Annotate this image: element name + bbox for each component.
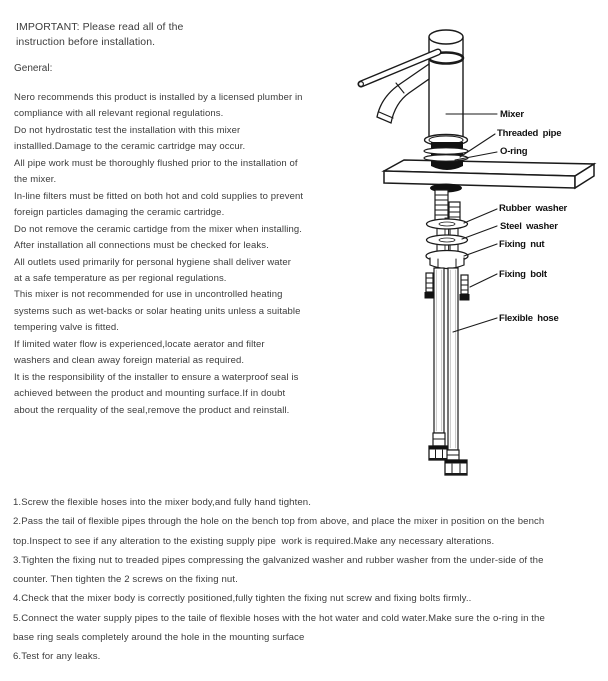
text-line: After installation all connections must be checked for leaks. (14, 240, 269, 252)
label-rubber-washer: Rubber washer (499, 203, 568, 214)
text-line: base ring seals completely around the hole in the mounting surface (13, 632, 305, 644)
steel-washer-part (427, 235, 468, 245)
faucet-exploded-diagram (340, 5, 608, 480)
o-ring-part (424, 148, 468, 154)
bench-top (384, 160, 594, 188)
text-line: If limited water flow is experienced,locate aerator and filter (14, 338, 265, 350)
text-line: 4.Check that the mixer body is correctly positioned,fully tighten the fixing nut screw and fixing bolts firmly.. (13, 593, 472, 605)
text-line: installled.Damage to the ceramic cartridge may occur. (14, 141, 246, 153)
text-line: 5.Connect the water supply pipes to the taile of flexible hoses with the hot water and cold water.Make sure the o-ring in the (13, 612, 545, 624)
text-line: Do not remove the ceramic cartidge from the mixer when installing. (14, 223, 303, 235)
label-fixing-nut: Fixing nut (499, 239, 545, 250)
important-notice (16, 20, 183, 49)
text-line: 1.Screw the flexible hoses into the mixer body,and fully hand tighten. (13, 497, 312, 508)
text-line: Do not hydrostatic test the installation with this mixer (14, 124, 241, 136)
text-line: It is the responsibility of the installer to ensure a waterproof seal is (14, 371, 299, 383)
text-line: Nero recommends this product is installed by a licensed plumber in (14, 92, 303, 103)
text-line: instruction before installation. (16, 35, 156, 48)
text-line: 2.Pass the tail of flexible pipes through the hole on the bench top from above, and place the mixer in position on the bench (13, 516, 545, 528)
text-line: compliance with all relevant regional regulations. (14, 108, 224, 120)
text-line: top.Inspect to see if any alteration to the existing supply pipe work is required.Make any necessary alterations. (13, 535, 495, 547)
rubber-washer-part (427, 219, 468, 229)
fixing-nut-part (426, 251, 468, 269)
general-paragraph (14, 90, 303, 419)
text-line: tempering valve is fitted. (14, 322, 120, 334)
text-line: All pipe work must be thoroughly flushed prior to the installation of (14, 157, 298, 169)
text-line: In-line filters must be fitted on both hot and cold supplies to prevent (14, 190, 304, 202)
text-line: about the rerquality of the seal,remove the product and reinstall. (14, 404, 290, 416)
text-line: IMPORTANT: Please read all of the (16, 21, 184, 33)
text-line: foreign particles damaging the ceramic cartridge. (14, 207, 225, 219)
label-mixer: Mixer (500, 109, 524, 120)
text-line: achieved between the product and mounting surface.If in doubt (14, 388, 286, 400)
text-line: the mixer. (14, 174, 57, 186)
label-fixing-bolt: Fixing bolt (499, 269, 547, 280)
text-line: All outlets used primarily for personal hygiene shall deliver water (14, 256, 292, 268)
label-flexible-hose: Flexible hose (499, 313, 559, 324)
text-line: This mixer is not recommended for use in uncontrolled heating (14, 289, 283, 301)
text-line: 6.Test for any leaks. (13, 651, 101, 663)
text-line: washers and clean away foreign material as required. (14, 355, 245, 367)
installation-steps (13, 493, 545, 667)
text-line: at a safe temperature as per regional regulations. (14, 272, 227, 284)
label-threaded-pipe: Threaded pipe (497, 128, 562, 139)
mixer-body (429, 30, 463, 141)
label-o-ring: O-ring (500, 146, 528, 157)
text-line: counter. Then tighten the 2 screws on the fixing nut. (13, 574, 238, 586)
label-steel-washer: Steel washer (500, 221, 558, 232)
text-line: systems such as wet-backs or solar heating units unless a suitable (14, 305, 301, 317)
fixing-bolts (425, 273, 470, 301)
text-line: 3.Tighten the fixing nut to treaded pipes compressing the galvanized washer and rubber washer from the under-side of the (13, 554, 544, 566)
general-heading: General: (14, 63, 53, 74)
